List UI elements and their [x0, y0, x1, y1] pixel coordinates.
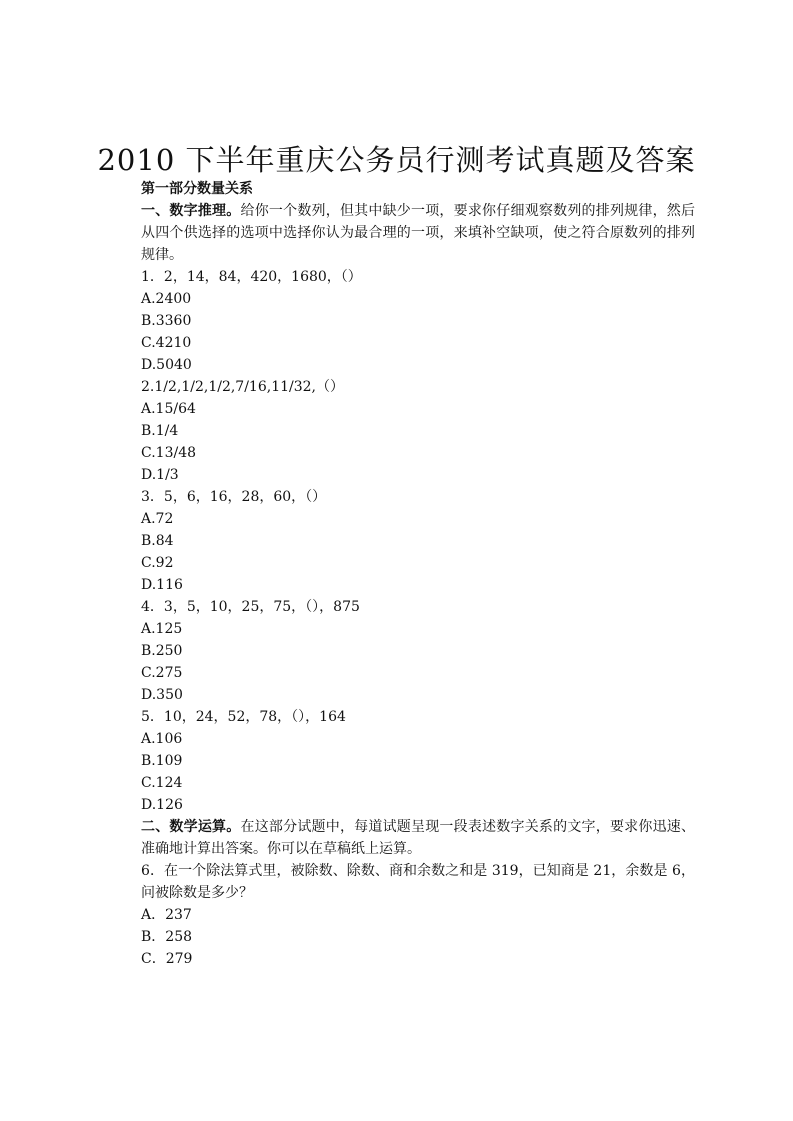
question-2 — [113, 376, 695, 486]
option-d: D.350 — [141, 687, 183, 703]
question-stem: 5．10，24，52，78，（），164 — [141, 709, 346, 725]
section1-label: 一、数字推理。 — [141, 203, 241, 219]
section1-paragraph — [113, 200, 695, 266]
question-stem: 1．2，14，84，420，1680，（） — [141, 269, 362, 285]
question-6 — [113, 860, 695, 970]
question-stem: 2.1/2,1/2,1/2,7/16,11/32,（） — [141, 379, 344, 395]
option-c: C.124 — [141, 775, 183, 791]
option-a: A.106 — [141, 731, 183, 747]
question-stem: 3．5，6，16，28，60，（） — [141, 489, 327, 505]
question-stem: 6．在一个除法算式里，被除数、除数、商和余数之和是 319，已知商是 21，余数是 6，问被除数是多少？ — [141, 863, 695, 901]
section2-text: 在这部分试题中，每道试题呈现一段表述数字关系的文字，要求你迅速、准确地计算出答案。你可以在草稿纸上运算。 — [141, 819, 696, 857]
option-b: B．258 — [141, 929, 193, 945]
section2-label: 二、数学运算。 — [141, 819, 241, 835]
option-c: C．279 — [141, 951, 193, 967]
option-c: C.13/48 — [141, 445, 197, 461]
question-3 — [113, 486, 695, 596]
option-c: C.275 — [141, 665, 183, 681]
option-b: B.3360 — [141, 313, 192, 329]
option-b: B.250 — [141, 643, 183, 659]
question-1 — [113, 266, 695, 376]
option-d: D.126 — [141, 797, 183, 813]
option-b: B.1/4 — [141, 423, 179, 439]
option-b: B.84 — [141, 533, 174, 549]
option-d: D.1/3 — [141, 467, 179, 483]
section1-text: 给你一个数列，但其中缺少一项，要求你仔细观察数列的排列规律，然后从四个供选择的选项中选择你认为最合理的一项，来填补空缺项，使之符合原数列的排列规律。 — [141, 203, 696, 263]
question-stem: 4．3，5，10，25，75，（），875 — [141, 599, 360, 615]
option-a: A.2400 — [141, 291, 192, 307]
option-c: C.92 — [141, 555, 174, 571]
option-a: A.15/64 — [141, 401, 196, 417]
option-b: B.109 — [141, 753, 183, 769]
option-a: A.125 — [141, 621, 183, 637]
part1-heading: 第一部分数量关系 — [141, 181, 253, 197]
question-4 — [113, 596, 695, 706]
option-c: C.4210 — [141, 335, 192, 351]
option-a: A.72 — [141, 511, 174, 527]
document-title: 2010 下半年重庆公务员行测考试真题及答案 — [97, 143, 696, 177]
option-d: D.116 — [141, 577, 183, 593]
section2-paragraph — [113, 816, 695, 860]
option-d: D.5040 — [141, 357, 192, 373]
question-5 — [113, 706, 695, 816]
document-body — [113, 178, 695, 970]
option-a: A．237 — [141, 907, 192, 923]
